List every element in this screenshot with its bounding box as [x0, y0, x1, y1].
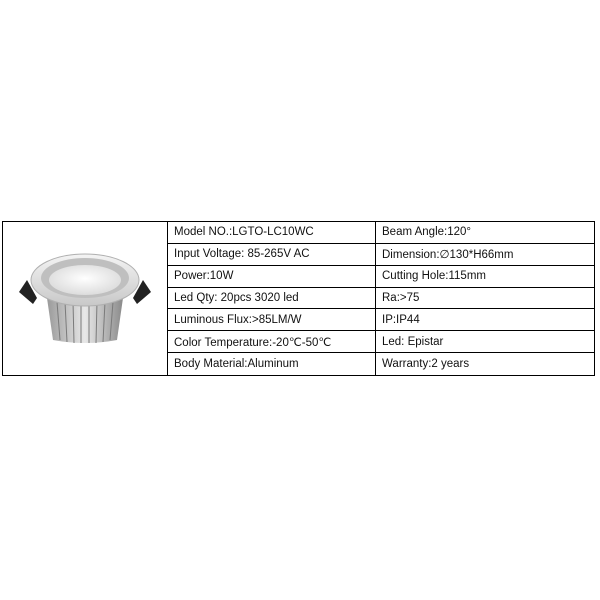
spec-color-temperature: Color Temperature:-20℃-50℃ [168, 331, 376, 353]
spec-ip-rating: IP:IP44 [376, 309, 594, 331]
spec-input-voltage: Input Voltage: 85-265V AC [168, 244, 376, 266]
spec-dimension: Dimension:∅130*H66mm [376, 244, 594, 266]
spec-body-material: Body Material:Aluminum [168, 353, 376, 375]
spec-sheet-table [2, 221, 595, 376]
spec-led-chip: Led: Epistar [376, 331, 594, 353]
product-photo-cell [3, 222, 168, 375]
spec-ra: Ra:>75 [376, 288, 594, 310]
spec-beam-angle: Beam Angle:120° [376, 222, 594, 244]
spec-cutting-hole: Cutting Hole:115mm [376, 266, 594, 288]
spec-model-no: Model NO.:LGTO-LC10WC [168, 222, 376, 244]
spec-warranty: Warranty:2 years [382, 358, 470, 371]
downlight-icon [17, 252, 153, 344]
spec-grid [168, 222, 594, 375]
spec-luminous-flux: Luminous Flux:>85LM/W [168, 309, 376, 331]
spec-power: Power:10W [168, 266, 376, 288]
spec-led-qty: Led Qty: 20pcs 3020 led [168, 288, 376, 310]
